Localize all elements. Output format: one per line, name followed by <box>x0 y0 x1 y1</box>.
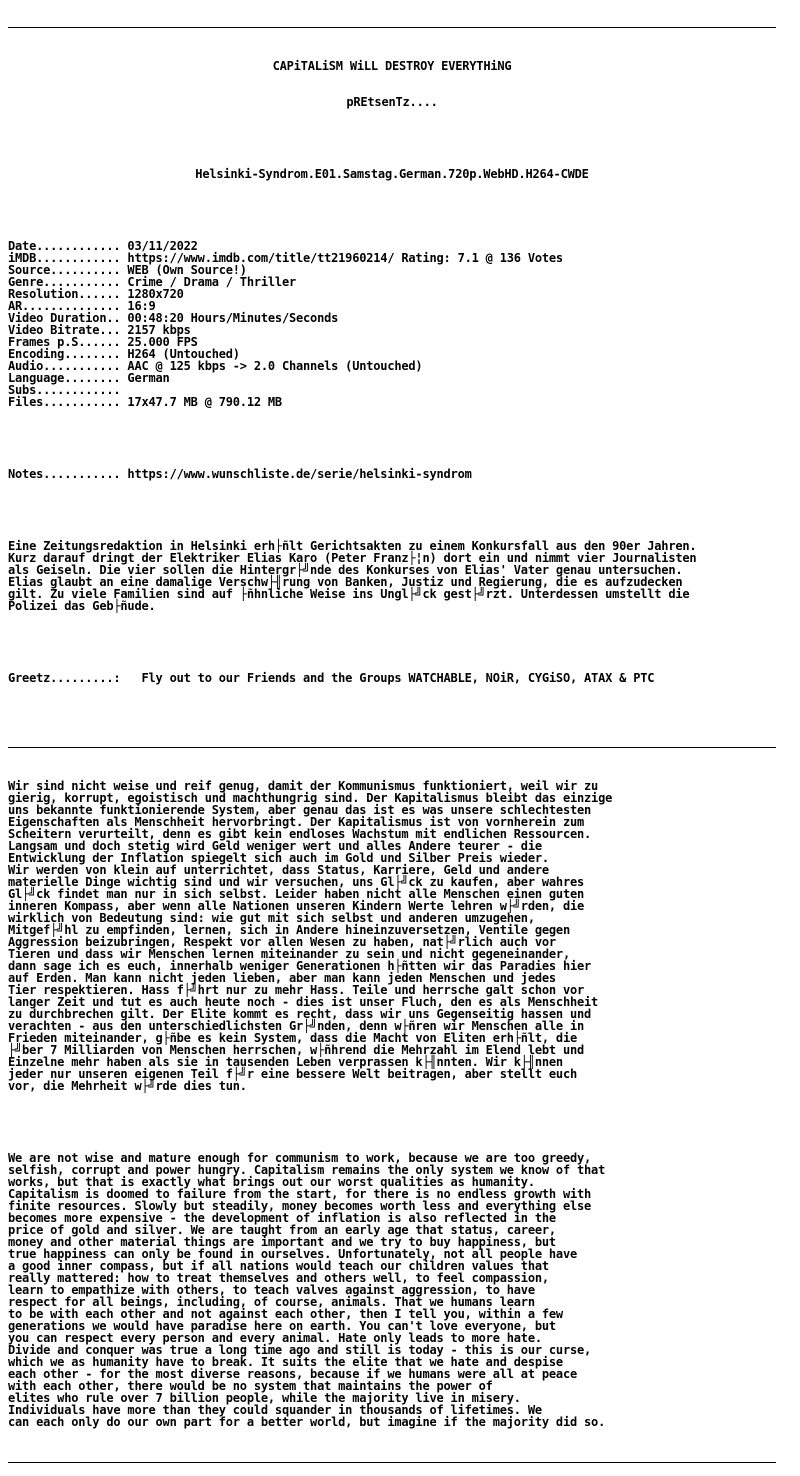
info-line: Subs............ <box>8 383 121 397</box>
german-line: Langsam und doch stetig wird Geld weniger wert und alles Andere teurer - die <box>8 839 542 853</box>
greetz-line: Greetz.........: Fly out to our Friends and the Groups WATCHABLE, NOiR, CYGiSO, ATAX & PTC <box>8 671 655 685</box>
synopsis-line: Kurz darauf dringt der Elektriker Elias Karo (Peter Franz├¦n) dort ein und nimmt vier Journalisten <box>8 551 697 565</box>
synopsis <box>8 540 800 612</box>
german-line: Mitgef├╝hl zu empfinden, lernen, sich in Andere hineinzuversetzen, Ventile gegen <box>8 923 570 937</box>
info-line: Resolution...... 1280x720 <box>8 287 184 301</box>
german-line: Aggression beizubringen, Respekt vor allen Wesen zu haben, nat├╝rlich auch vor <box>8 935 556 949</box>
nfo-presents: pREtsenTz.... <box>346 95 438 109</box>
german-line: uns bekannte funktionierende System, aber genau das ist es was unsere schlechtesten <box>8 803 592 817</box>
info-line: Encoding........ H264 (Untouched) <box>8 347 240 361</box>
english-line: works, but that is exactly what brings out our worst qualities as humanity. <box>8 1175 535 1189</box>
release-info <box>8 240 800 408</box>
english-line: money and other material things are important and we try to buy happiness, but <box>8 1235 556 1249</box>
english-line: each other - for the most diverse reasons, because if we humans were all at peace <box>8 1367 577 1381</box>
english-line: becomes more expensive - the development of inflation is also reflected in the <box>8 1211 556 1225</box>
info-line: Audio........... AAC @ 125 kbps -> 2.0 Channels (Untouched) <box>8 359 423 373</box>
english-line: elites who rule over 7 billion people, while the majority live in misery. <box>8 1391 521 1405</box>
german-text <box>8 780 800 1092</box>
info-line: Source.......... WEB (Own Source!) <box>8 263 247 277</box>
german-line: auf Erden. Man kann nicht jeden lieben, aber man kann jeden Menschen und jedes <box>8 971 556 985</box>
info-line: Video Duration.. 00:48:20 Hours/Minutes/Seconds <box>8 311 339 325</box>
english-line: with each other, there would be no system that maintains the power of <box>8 1379 493 1393</box>
synopsis-line: Eine Zeitungsredaktion in Helsinki erh├ñlt Gerichtsakten zu einem Konkursfall aus den 90er Jahren. <box>8 539 697 553</box>
english-line: true happiness can only be found in ourselves. Unfortunately, not all people have <box>8 1247 577 1261</box>
synopsis-line: Elias glaubt an eine damalige Verschw├╢rung von Banken, Justiz und Regierung, die es aufzudecken <box>8 575 683 589</box>
nfo-title: CAPiTALiSM WiLL DESTROY EVERYTHiNG <box>272 59 512 73</box>
german-line: jeder nur unseren eigenen Teil f├╝r eine bessere Welt beitragen, aber stellt euch <box>8 1067 577 1081</box>
english-line: can each only do our own part for a better world, but imagine if the majority did so. <box>8 1415 606 1429</box>
info-line: Genre........... Crime / Drama / Thriller <box>8 275 297 289</box>
info-line: AR.............. 16:9 <box>8 299 156 313</box>
english-line: a good inner compass, but if all nations would teach our children values that <box>8 1259 549 1273</box>
german-line: verachten - aus den unterschiedlichsten Gr├╝nden, denn w├ñren wir Menschen alle in <box>8 1019 585 1033</box>
german-line: Entwicklung der Inflation spiegelt sich auch im Gold und Silber Preis wieder. <box>8 851 549 865</box>
german-line: dann sage ich es euch, innerhalb weniger Generationen h├ñtten wir das Paradies hier <box>8 959 592 973</box>
english-line: Capitalism is doomed to failure from the start, for there is no endless growth with <box>8 1187 592 1201</box>
top-divider <box>8 24 800 36</box>
english-line: respect for all beings, including, of course, animals. That we humans learn <box>8 1295 535 1309</box>
info-line: iMDB............ https://www.imdb.com/title/tt21960214/ Rating: 7.1 @ 136 Votes <box>8 251 563 265</box>
synopsis-line: als Geiseln. Die vier sollen die Hintergr├╝nde des Konkurses von Elias' Vater genau untersuchen. <box>8 563 683 577</box>
english-line: We are not wise and mature enough for communism to work, because we are too greedy, <box>8 1151 592 1165</box>
english-line: generations we would have paradise here on earth. You can't love everyone, but <box>8 1319 556 1333</box>
german-line: Gl├╝ck findet man nur in sich selbst. Leider haben nicht alle Menschen einen guten <box>8 887 585 901</box>
info-line: Date............ 03/11/2022 <box>8 239 198 253</box>
english-line: selfish, corrupt and power hungry. Capitalism remains the only system we know of that <box>8 1163 606 1177</box>
info-line: Language........ German <box>8 371 170 385</box>
release-name: Helsinki-Syndrom.E01.Samstag.German.720p.WebHD.H264-CWDE <box>195 167 589 181</box>
notes-line: Notes........... https://www.wunschliste.de/serie/helsinki-syndrom <box>8 467 472 481</box>
german-line: vor, die Mehrheit w├╝rde dies tun. <box>8 1079 247 1093</box>
german-line: Wir sind nicht weise und reif genug, damit der Kommunismus funktioniert, weil wir zu <box>8 779 599 793</box>
english-line: which we as humanity have to break. It suits the elite that we hate and despise <box>8 1355 563 1369</box>
english-line: Individuals have more than they could squander in thousands of lifetimes. We <box>8 1403 542 1417</box>
german-line: ├╝ber 7 Milliarden von Menschen herrschen, w├ñhrend die Mehrzahl im Elend lebt und <box>8 1043 585 1057</box>
english-line: Divide and conquer was true a long time ago and still is today - this is our curse, <box>8 1343 592 1357</box>
german-line: Einzelne mehr haben als sie in tausenden Leben verprassen k├╢nnten. Wir k├╢nnen <box>8 1055 563 1069</box>
german-line: gierig, korrupt, egoistisch und machthungrig sind. Der Kapitalismus bleibt das einzige <box>8 791 613 805</box>
english-line: learn to empathize with others, to teach valves against aggression, to have <box>8 1283 535 1297</box>
info-line: Files........... 17x47.7 MB @ 790.12 MB <box>8 395 282 409</box>
english-line: really mattered: how to treat themselves and others well, to feel compassion, <box>8 1271 549 1285</box>
synopsis-line: gilt. Zu viele Familien sind auf ├ñhnliche Weise ins Ungl├╝ck gest├╝rzt. Unterdessen umstellt die <box>8 587 690 601</box>
english-line: you can respect every person and every animal. Hate only leads to more hate. <box>8 1331 542 1345</box>
german-line: Tier respektieren. Hass f├╝hrt nur zu mehr Hass. Teile und herrsche galt schon vor <box>8 983 585 997</box>
german-line: inneren Kompass, aber wenn alle Nationen unseren Kindern Werte lehren w├╝rden, die <box>8 899 585 913</box>
german-line: wirklich von Bedeutung sind: wie gut mit sich selbst und anderen umzugehen, <box>8 911 535 925</box>
german-line: zu durchbrechen gilt. Der Elite kommt es recht, dass wir uns Gegenseitig hassen und <box>8 1007 592 1021</box>
english-line: price of gold and silver. We are taught from an early age that status, career, <box>8 1223 556 1237</box>
german-line: Scheitern verurteilt, denn es gibt kein endloses Wachstum mit endlichen Ressourcen. <box>8 827 592 841</box>
german-line: Wir werden von klein auf unterrichtet, dass Status, Karriere, Geld und andere <box>8 863 549 877</box>
middle-divider <box>8 744 800 756</box>
german-line: Eigenschaften als Menschheit hervorbringt. Der Kapitalismus ist von vornherein zum <box>8 815 585 829</box>
english-line: finite resources. Slowly but steadily, money becomes worth less and everything else <box>8 1199 592 1213</box>
german-line: Frieden miteinander, g├ñbe es kein System, dass die Macht von Eliten erh├ñlt, die <box>8 1031 577 1045</box>
bottom-divider <box>8 1452 800 1464</box>
synopsis-line: Polizei das Geb├ñude. <box>8 599 156 613</box>
info-line: Video Bitrate... 2157 kbps <box>8 323 191 337</box>
german-line: materielle Dinge wichtig sind und wir versuchen, uns Gl├╝ck zu kaufen, aber wahres <box>8 875 585 889</box>
english-text <box>8 1152 800 1428</box>
info-line: Frames p.S...... 25.000 FPS <box>8 335 198 349</box>
german-line: Tieren und dass wir Menschen lernen miteinander zu sein und nicht gegeneinander, <box>8 947 570 961</box>
english-line: to be with each other and not against each other, then I tell you, within a few <box>8 1307 563 1321</box>
german-line: langer Zeit und tut es auch heute noch - dies ist unser Fluch, den es als Menschheit <box>8 995 599 1009</box>
